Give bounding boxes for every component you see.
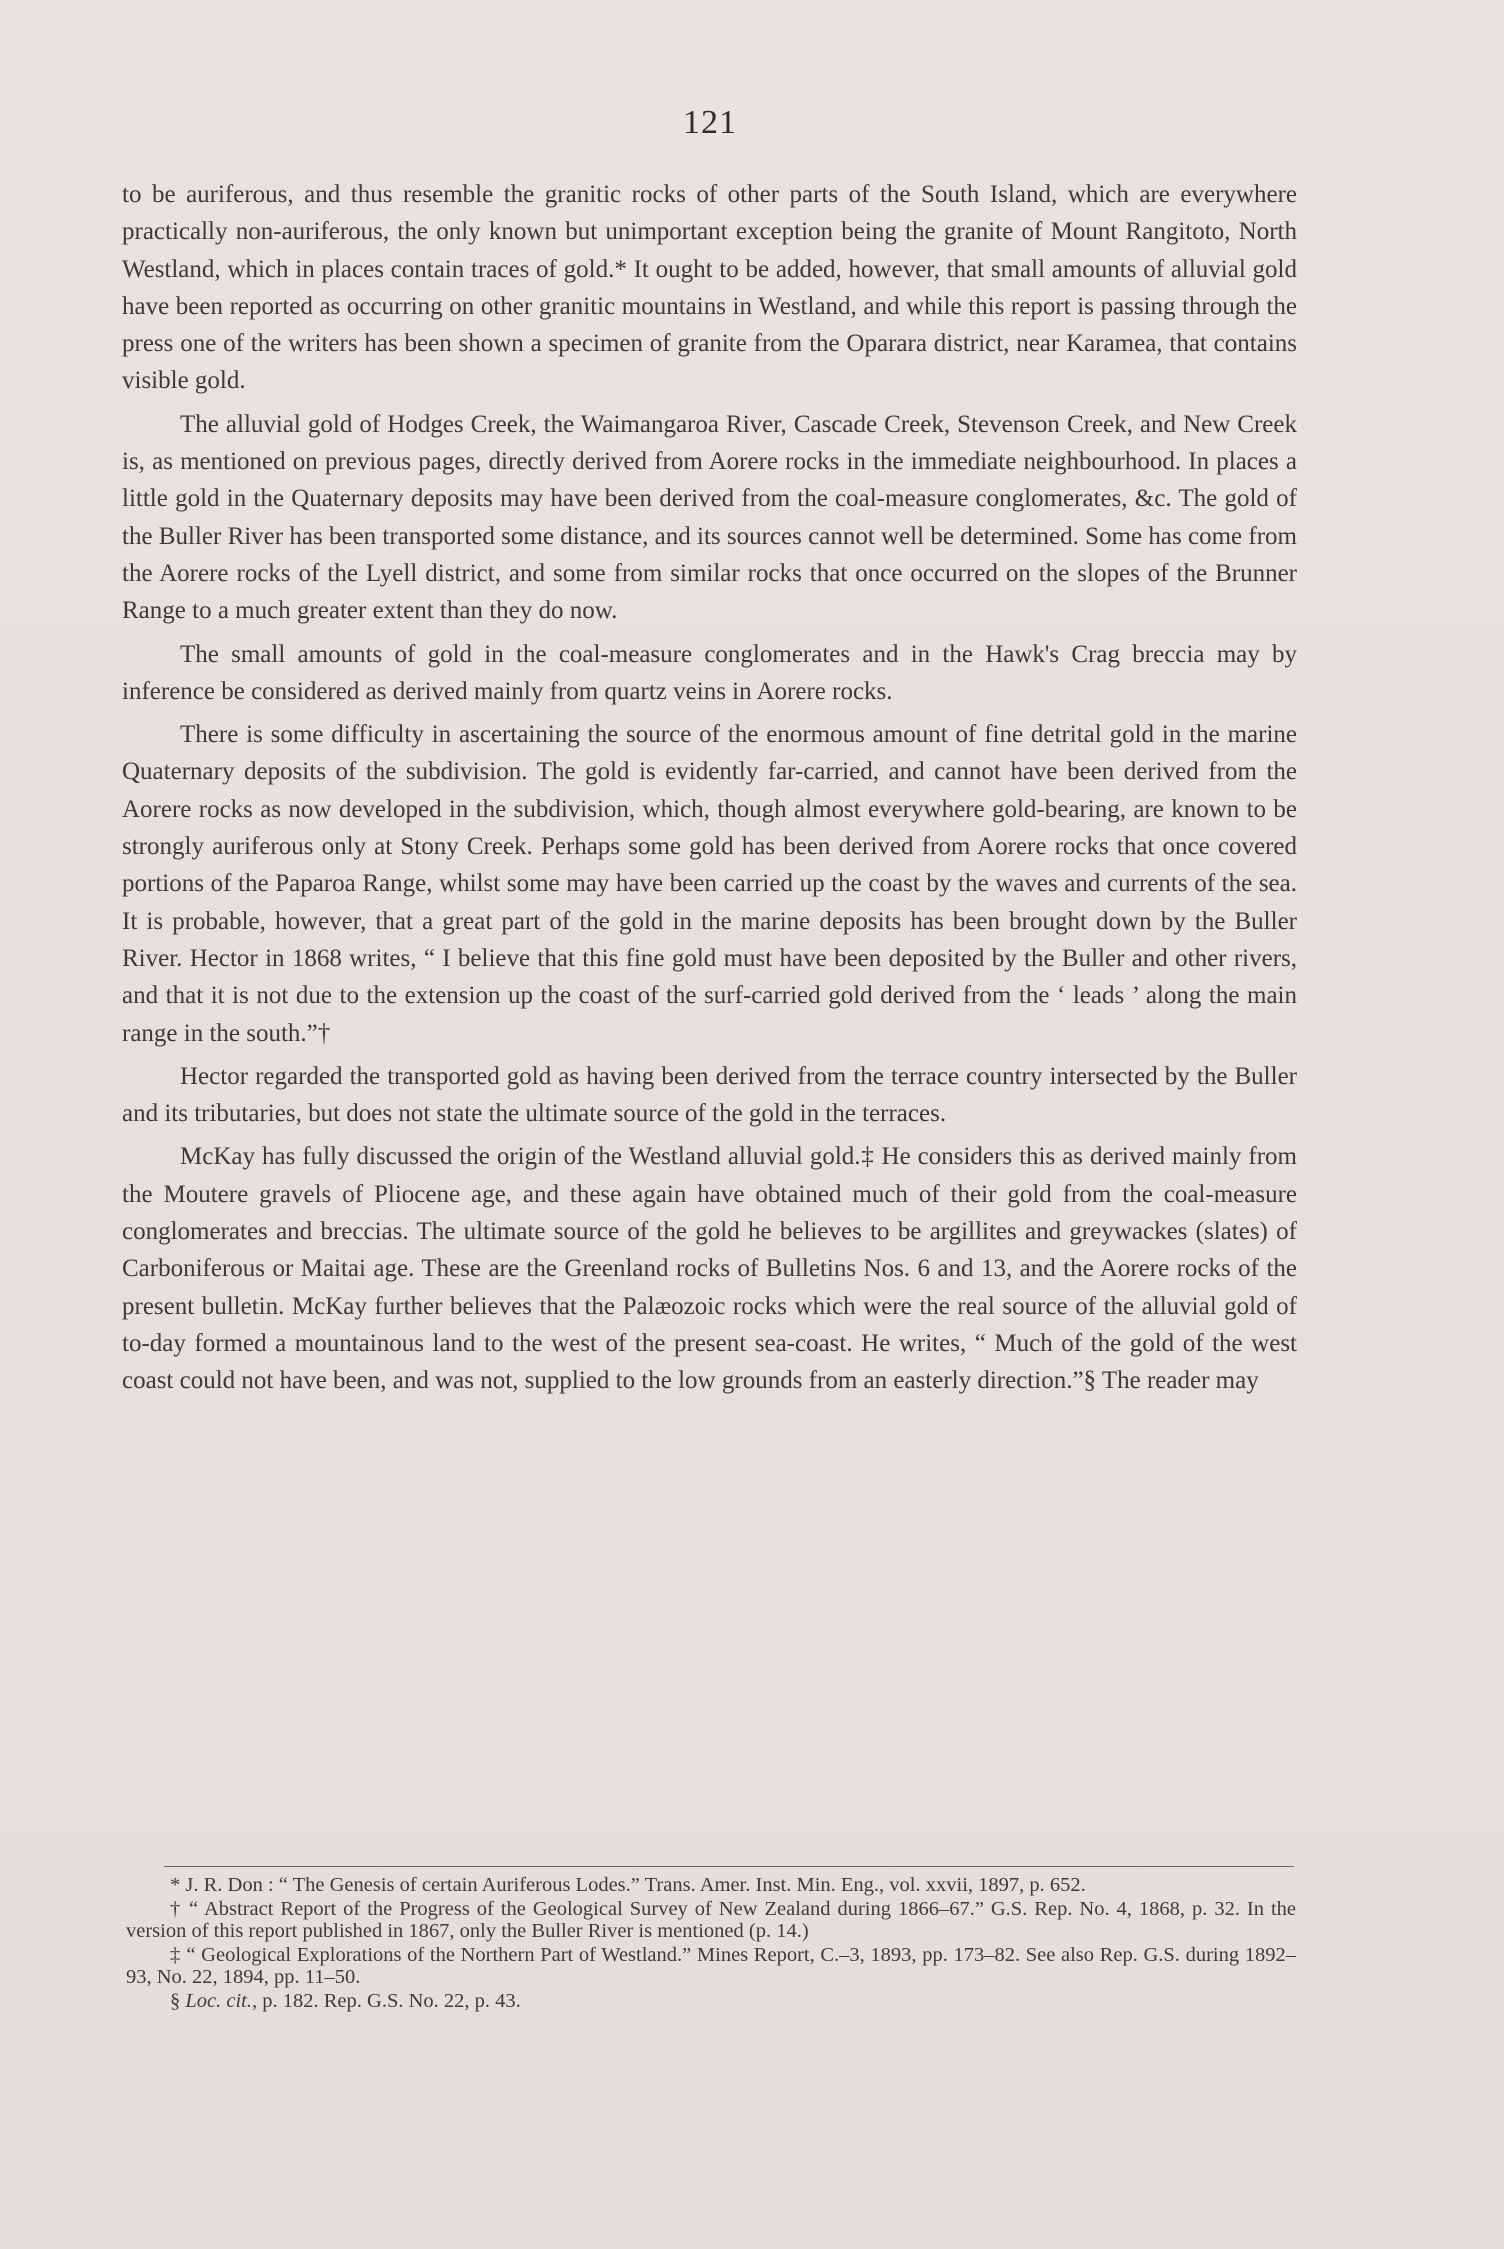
footnote-don: * J. R. Don : “ The Genesis of certain Auriferous Lodes.” Trans. Amer. Inst. Min. Eng., vol. xxvii, 1897, p. 652. — [170, 1874, 1086, 1896]
footnotes — [126, 1874, 1296, 2012]
paragraph: The small amounts of gold in the coal-measure conglomerates and in the Hawk's Crag breccia may by inference be considered as derived mainly from quartz veins in Aorere rocks. — [122, 640, 1297, 705]
page-number: 121 — [683, 104, 737, 141]
paragraph: There is some difficulty in ascertaining the source of the enormous amount of fine detrital gold in the marine Quaternary deposits of the subdivision. The gold is evidently far-carried, and cannot have been derived from the Aorere rocks as now developed in the subdivision, which, though almost everywhere gold-bearing, are known to be strongly auriferous only at Stony Creek. Perhaps some gold has been derived from Aorere rocks that once covered portions of the Paparoa Range, whilst some may have been carried up the coast by the waves and currents of the sea. It is probable, however, that a great part of the gold in the marine deposits has been brought down by the Buller River. Hector in 1868 writes, “ I believe that this fine gold must have been deposited by the Buller and other rivers, and that it is not due to the extension up the coast of the surf-carried gold derived from the ‘ leads ’ along the main range in the south.”† — [122, 721, 1297, 1047]
footnote-loc-cit — [126, 1990, 1296, 2012]
footnote-divider — [164, 1866, 1294, 1867]
paragraph: Hector regarded the transported gold as having been derived from the terrace country intersected by the Buller and its tributaries, but does not state the ultimate source of the gold in the terraces. — [122, 1062, 1297, 1128]
footnote-mckay: ‡ “ Geological Explorations of the Northern Part of Westland.” Mines Report, C.–3, 1893, pp. 173–82. See also Rep. G.S. during 1892–93, No. 22, 1894, pp. 11–50. — [126, 1944, 1296, 1988]
body-text — [122, 176, 1297, 1406]
footnote-hector: † “ Abstract Report of the Progress of the Geological Survey of New Zealand during 1866–67.” G.S. Rep. No. 4, 1868, p. 32. In the version of this report published in 1867, only the Buller River is mentioned (p. 14.) — [126, 1898, 1296, 1942]
footnote-italic-text: Loc. cit. — [185, 1990, 252, 2012]
paragraph: McKay has fully discussed the origin of the Westland alluvial gold.‡ He considers this as derived mainly from the Moutere gravels of Pliocene age, and these again have obtained much of their gold from the coal-measure conglomerates and breccias. The ultimate source of the gold he believes to be argillites and greywackes (slates) of Carboniferous or Maitai age. These are the Greenland rocks of Bulletins Nos. 6 and 13, and the Aorere rocks of the present bulletin. McKay further believes that the Palæozoic rocks which were the real source of the alluvial gold of to-day formed a mountainous land to the west of the present sea-coast. He writes, “ Much of the gold of the west coast could not have been, and was not, supplied to the low grounds from an easterly direction.”§ The reader may — [122, 1143, 1297, 1395]
footnote-marker: § — [170, 1990, 186, 2012]
footnote-text: , p. 182. Rep. G.S. No. 22, p. 43. — [252, 1990, 521, 2012]
paragraph: to be auriferous, and thus resemble the granitic rocks of other parts of the South Island, which are everywhere practically non-auriferous, the only known but unimportant exception being the granite of Mount Rangitoto, North Westland, which in places contain traces of gold.* It ought to be added, however, that small amounts of alluvial gold have been reported as occurring on other granitic mountains in Westland, and while this report is passing through the press one of the writers has been shown a specimen of granite from the Oparara district, near Karamea, that contains visible gold. — [122, 181, 1297, 395]
paragraph: The alluvial gold of Hodges Creek, the Waimangaroa River, Cascade Creek, Stevenson Creek, and New Creek is, as mentioned on previous pages, directly derived from Aorere rocks in the immediate neighbourhood. In places a little gold in the Quaternary deposits may have been derived from the coal-measure conglomerates, &c. The gold of the Buller River has been transported some distance, and its sources cannot well be determined. Some has come from the Aorere rocks of the Lyell district, and some from similar rocks that once occurred on the slopes of the Brunner Range to a much greater extent than they do now. — [122, 410, 1297, 625]
